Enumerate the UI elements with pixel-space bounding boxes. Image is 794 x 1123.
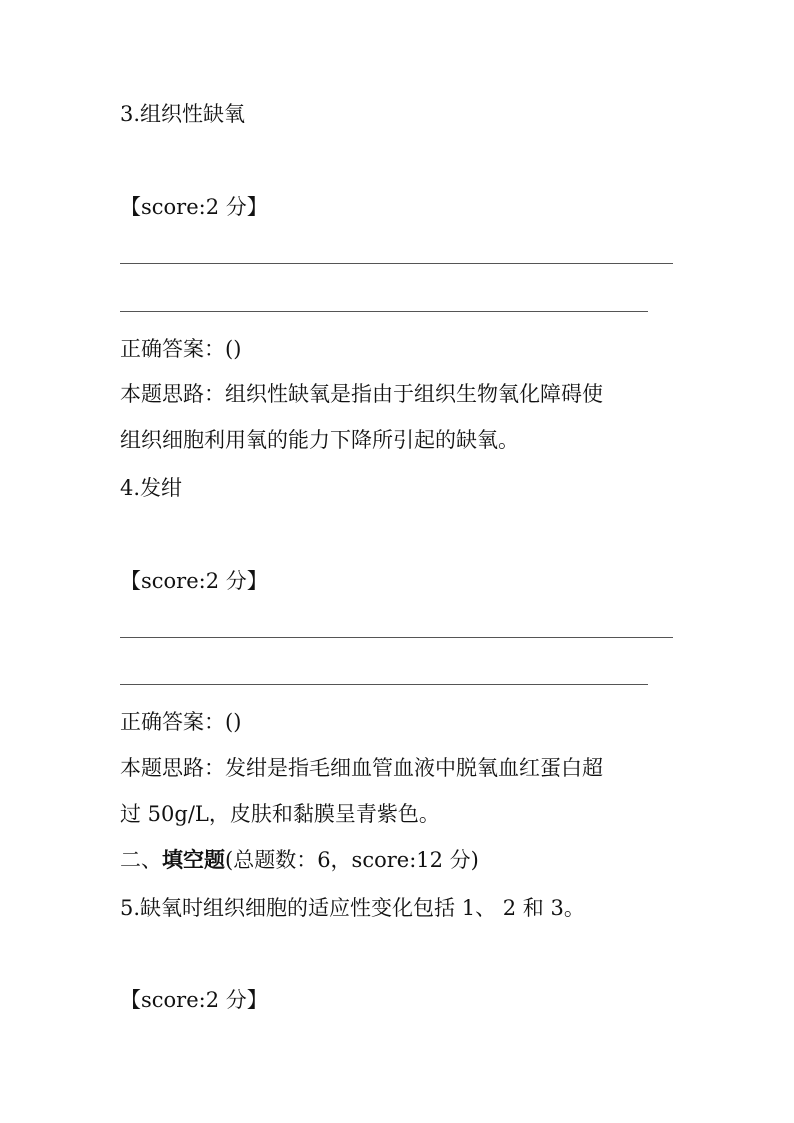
section-title: 填空题 [162, 847, 225, 872]
answer-line [120, 263, 673, 264]
section-prefix: 二、 [120, 848, 162, 872]
question-3-score: 【score:2 分】 [120, 195, 268, 219]
section-heading [120, 846, 479, 874]
answer-line [120, 637, 673, 638]
answer-line [120, 311, 648, 312]
question-4-score: 【score:2 分】 [120, 569, 268, 593]
question-4-answer: 正确答案：() [120, 710, 242, 734]
question-5-title: 5.缺氧时组织细胞的适应性变化包括 1、 2 和 3。 [120, 896, 585, 920]
question-3-answer: 正确答案：() [120, 337, 242, 361]
answer-line [120, 684, 648, 685]
question-3-analysis-line2: 组织细胞利用氧的能力下降所引起的缺氧。 [120, 428, 519, 452]
question-3-analysis-line1: 本题思路：组织性缺氧是指由于组织生物氧化障碍使 [120, 382, 603, 406]
question-4-analysis-line2: 过 50g/L，皮肤和黏膜呈青紫色。 [120, 802, 440, 826]
question-3-title: 3.组织性缺氧 [120, 102, 246, 126]
question-5-score: 【score:2 分】 [120, 988, 268, 1012]
question-4-title: 4.发绀 [120, 476, 183, 500]
section-meta: (总题数：6，score:12 分) [225, 848, 479, 872]
question-4-analysis-line1: 本题思路：发绀是指毛细血管血液中脱氧血红蛋白超 [120, 756, 603, 780]
